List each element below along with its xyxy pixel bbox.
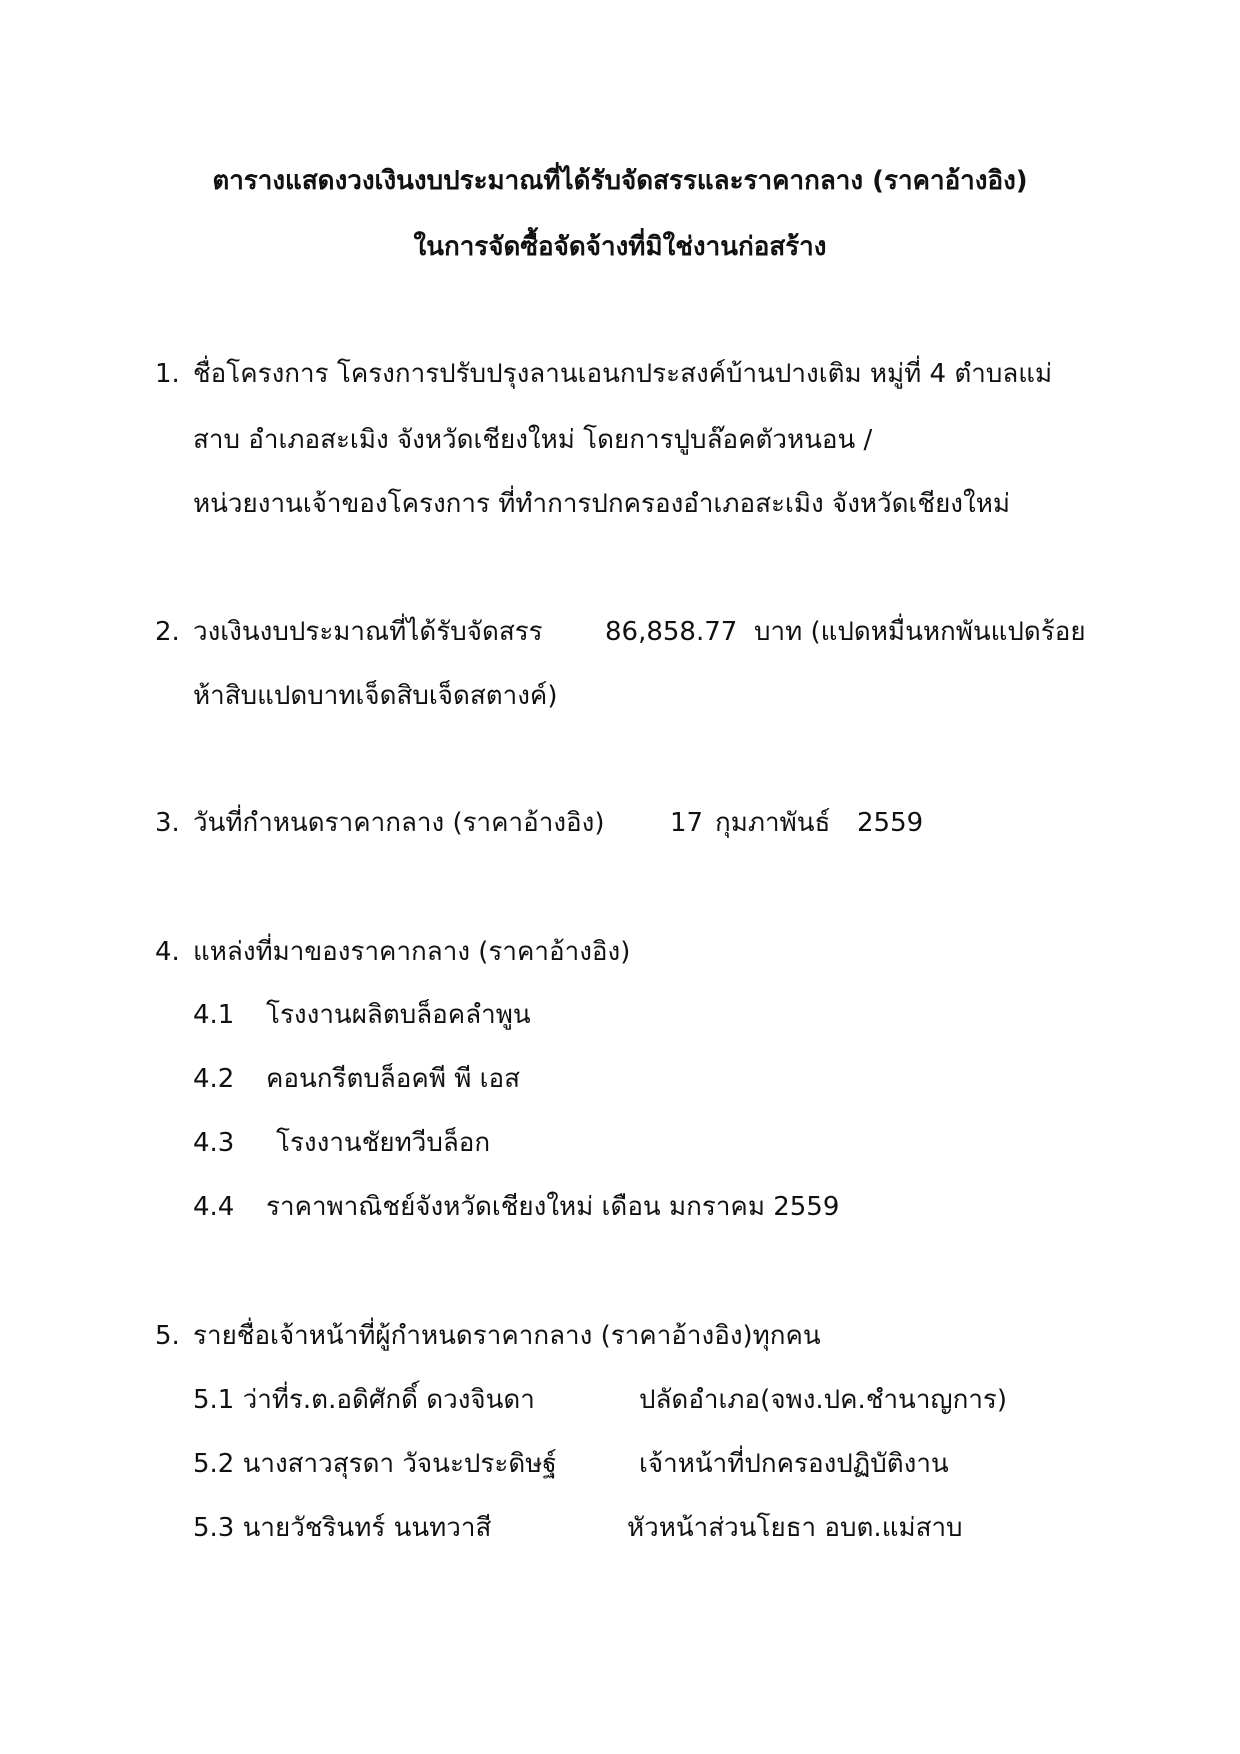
item-2-unit: บาท (แปดหมื่นหกพันแปดร้อย [754,617,1086,647]
document-title-line-1: ตารางแสดงวงเงินงบประมาณที่ได้รับจัดสรรและราคากลาง (ราคาอ้างอิง) [212,166,1028,196]
item-1-number: 1. [155,359,180,389]
item-3-year: 2559 [857,808,924,838]
item-3-number: 3. [155,808,180,838]
source-4-3-number: 4.3 [193,1128,235,1158]
item-2-number: 2. [155,617,180,647]
source-4-4-number: 4.4 [193,1192,235,1222]
source-4-4-text: ราคาพาณิชย์จังหวัดเชียงใหม่ เดือน มกราคม 2559 [266,1192,840,1222]
source-4-1-text: โรงงานผลิตบล็อคลำพูน [266,1000,531,1030]
item-2-amount: 86,858.77 [605,617,738,647]
document-title-line-2: ในการจัดซื้อจัดจ้างที่มิใช่งานก่อสร้าง [413,232,827,262]
officer-2-position: เจ้าหน้าที่ปกครองปฏิบัติงาน [639,1449,949,1479]
item-1-line-2: สาบ อำเภอสะเมิง จังหวัดเชียงใหม่ โดยการปูบล๊อคตัวหนอน / [193,425,873,455]
item-3-label: วันที่กำหนดราคากลาง (ราคาอ้างอิง) [193,808,605,838]
item-3-day: 17 [670,808,704,838]
officer-2-name: 5.2 นางสาวสุรดา วัจนะประดิษฐ์ [193,1449,557,1479]
source-4-3-text: โรงงานชัยทวีบล็อก [276,1128,491,1158]
officer-1-name: 5.1 ว่าที่ร.ต.อดิศักดิ์ ดวงจินดา [193,1385,535,1415]
item-5-number: 5. [155,1321,180,1351]
item-1-line-1: ชื่อโครงการ โครงการปรับปรุงลานเอนกประสงค์บ้านปางเติม หมู่ที่ 4 ตำบลแม่ [193,359,1053,389]
officer-3-position: หัวหน้าส่วนโยธา อบต.แม่สาบ [627,1513,963,1543]
item-5-label: รายชื่อเจ้าหน้าที่ผู้กำหนดราคากลาง (ราคาอ้างอิง)ทุกคน [193,1321,821,1351]
item-4-number: 4. [155,937,180,967]
item-1-line-3: หน่วยงานเจ้าของโครงการ ที่ทำการปกครองอำเภอสะเมิง จังหวัดเชียงใหม่ [193,489,1010,519]
item-3-month: กุมภาพันธ์ [715,808,831,838]
officer-3-name: 5.3 นายวัชรินทร์ นนทวาสี [193,1513,492,1543]
officer-1-position: ปลัดอำเภอ(จพง.ปค.ชำนาญการ) [639,1385,1008,1415]
source-4-2-number: 4.2 [193,1064,235,1094]
item-2-line-2: ห้าสิบแปดบาทเจ็ดสิบเจ็ดสตางค์) [193,681,558,711]
item-2-label: วงเงินงบประมาณที่ได้รับจัดสรร [193,617,543,647]
source-4-2-text: คอนกรีตบล็อคพี พี เอส [266,1064,520,1094]
item-4-label: แหล่งที่มาของราคากลาง (ราคาอ้างอิง) [193,937,631,967]
source-4-1-number: 4.1 [193,1000,235,1030]
